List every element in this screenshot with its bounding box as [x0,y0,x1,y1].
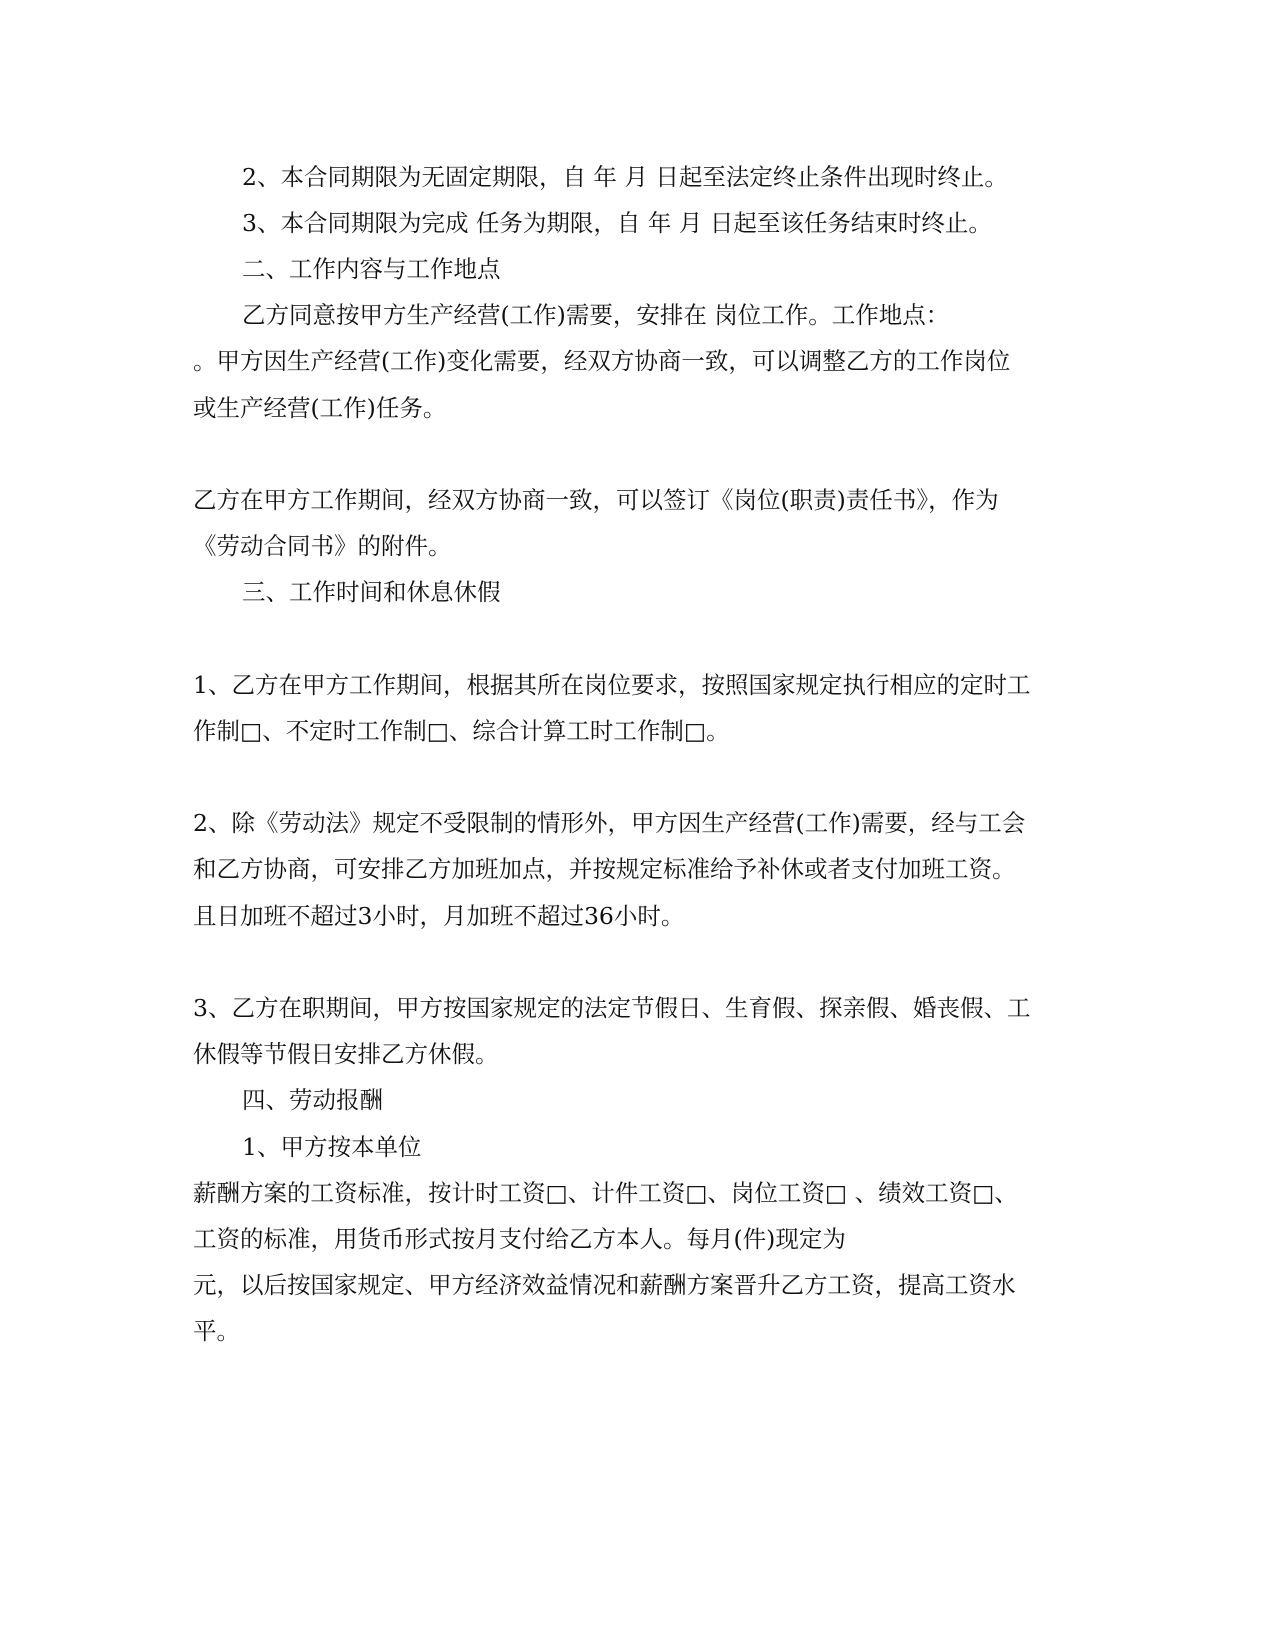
paragraph-line: 元，以后按国家规定、甲方经济效益情况和薪酬方案晋升乙方工资，提高工资水 [193,1271,1016,1299]
paragraph-line: 3、乙方在职期间，甲方按国家规定的法定节假日、生育假、探亲假、婚丧假、工 [193,994,1031,1022]
paragraph-line: 乙方在甲方工作期间，经双方协商一致，可以签订《岗位(职责)责任书》，作为 [193,486,999,514]
paragraph-line: 作制□、不定时工作制□、综合计算工时工作制□。 [193,717,730,745]
paragraph-line: 乙方同意按甲方生产经营(工作)需要，安排在 岗位工作。工作地点： [242,301,950,329]
paragraph-line: 工资的标准，用货币形式按月支付给乙方本人。每月(件)现定为 [193,1225,846,1253]
paragraph-line: 。甲方因生产经营(工作)变化需要，经双方协商一致，可以调整乙方的工作岗位 [193,347,1011,375]
section-heading-2: 二、工作内容与工作地点 [242,255,501,283]
paragraph-line: 且日加班不超过3小时，月加班不超过36小时。 [193,902,685,930]
section-heading-3: 三、工作时间和休息休假 [242,578,501,606]
paragraph-line: 和乙方协商，可安排乙方加班加点，并按规定标准给予补休或者支付加班工资。 [193,855,1016,883]
paragraph-line: 2、除《劳动法》规定不受限制的情形外，甲方因生产经营(工作)需要，经与工会 [193,809,1026,837]
paragraph-line: 薪酬方案的工资标准，按计时工资□、计件工资□、岗位工资□ 、绩效工资□、 [193,1179,1018,1207]
clause-term-2: 2、本合同期限为无固定期限，自 年 月 日起至法定终止条件出现时终止。 [242,163,1008,191]
paragraph-line: 1、乙方在甲方工作期间，根据其所在岗位要求，按照国家规定执行相应的定时工 [193,671,1031,699]
section-heading-4: 四、劳动报酬 [242,1086,383,1114]
clause-term-3: 3、本合同期限为完成 任务为期限，自 年 月 日起至该任务结束时终止。 [242,209,992,237]
paragraph-line: 或生产经营(工作)任务。 [193,394,447,422]
paragraph-line: 休假等节假日安排乙方休假。 [193,1040,499,1068]
paragraph-line: 平。 [193,1317,240,1345]
paragraph-line: 《劳动合同书》的附件。 [193,532,452,560]
paragraph-line: 1、甲方按本单位 [242,1133,422,1161]
